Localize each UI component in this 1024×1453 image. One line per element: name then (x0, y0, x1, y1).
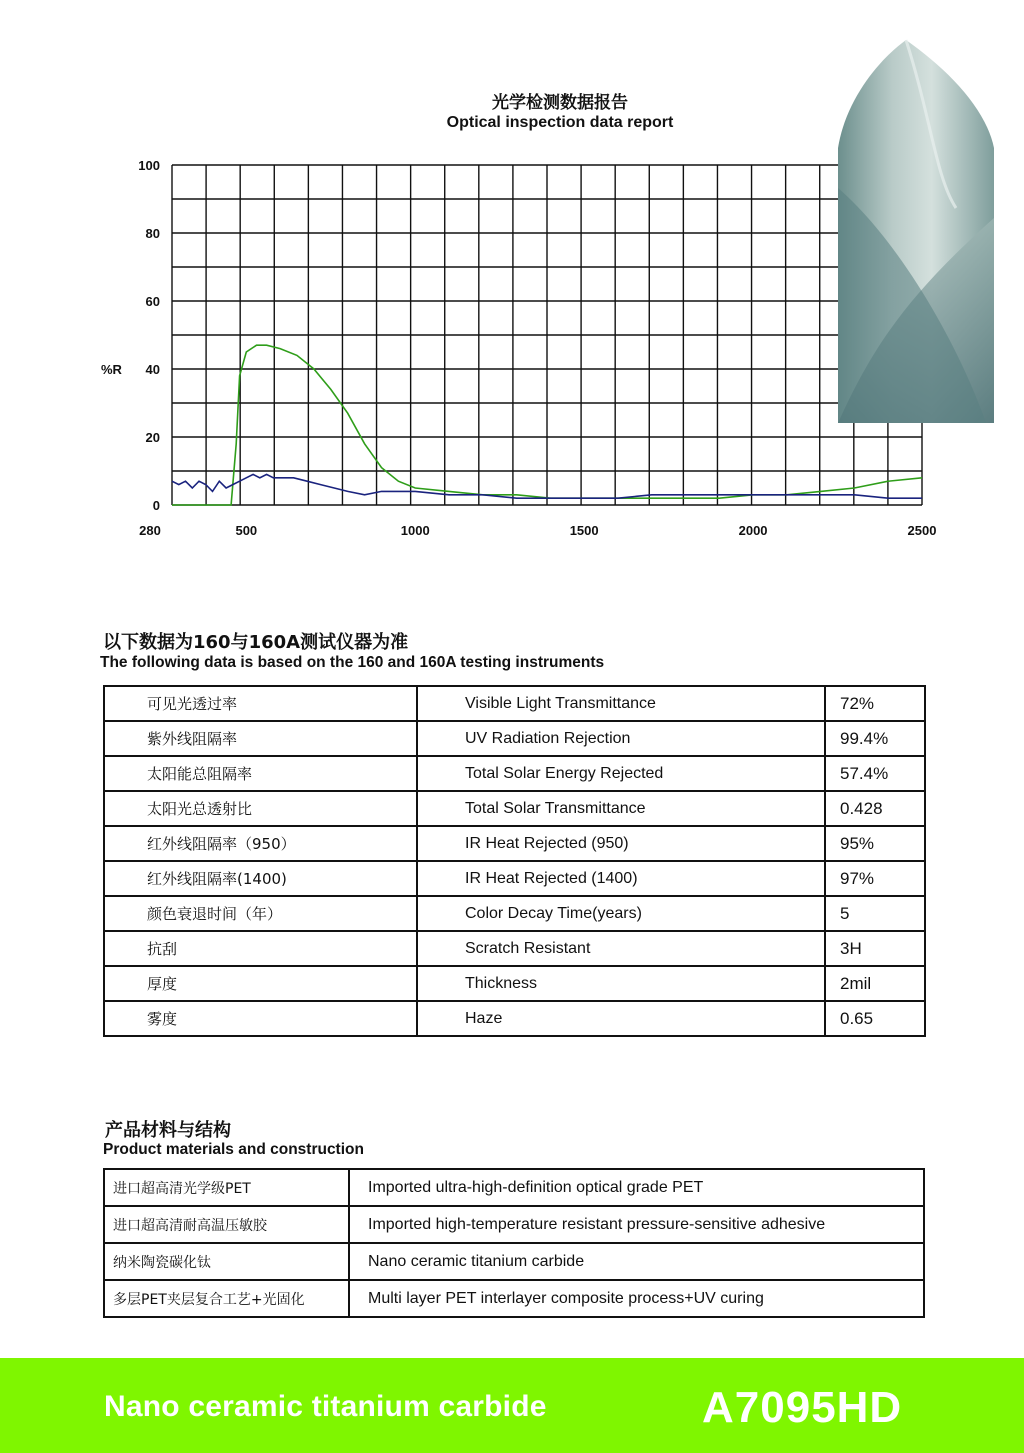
x-tick-label: 2000 (738, 523, 768, 538)
spec-value: 3H (825, 931, 925, 966)
spec-label-en: Total Solar Energy Rejected (417, 756, 825, 791)
material-label-cn: 进口超高清光学级PET (104, 1169, 349, 1206)
spec-row (104, 931, 925, 966)
spec-row (104, 966, 925, 1001)
spec-row (104, 721, 925, 756)
material-label-en: Imported high-temperature resistant pressure-sensitive adhesive (349, 1206, 924, 1243)
spec-value: 97% (825, 861, 925, 896)
chart-grid (172, 165, 922, 505)
spec-label-cn: 厚度 (104, 966, 417, 1001)
report-title-cn: 光学检测数据报告 (492, 93, 628, 113)
spec-value: 0.65 (825, 1001, 925, 1036)
spec-label-en: Visible Light Transmittance (417, 686, 825, 721)
spec-row (104, 896, 925, 931)
spec-label-cn: 太阳光总透射比 (104, 791, 417, 826)
x-tick-label: 280 (139, 523, 161, 538)
spec-label-en: Thickness (417, 966, 825, 1001)
x-tick-label: 500 (235, 523, 258, 538)
spec-label-en: Total Solar Transmittance (417, 791, 825, 826)
x-tick-label: 2500 (907, 523, 937, 538)
material-row (104, 1280, 924, 1317)
film-sample-image (836, 38, 998, 426)
spec-label-en: IR Heat Rejected (950) (417, 826, 825, 861)
spec-title-cn: 以下数据为160与160A测试仪器为准 (103, 632, 409, 653)
spec-table (103, 685, 926, 1037)
y-tick-label: 100 (138, 158, 160, 173)
spec-label-cn: 红外线阻隔率(1400) (104, 861, 417, 896)
materials-title-en: Product materials and construction (103, 1141, 364, 1158)
x-tick-label: 1500 (569, 523, 599, 538)
spec-label-en: Haze (417, 1001, 825, 1036)
y-tick-label: 60 (145, 294, 160, 309)
spec-title-en: The following data is based on the 160 and 160A testing instruments (100, 654, 605, 671)
material-label-en: Imported ultra-high-definition optical grade PET (349, 1169, 924, 1206)
report-title-en: Optical inspection data report (446, 114, 674, 131)
spec-value: 5 (825, 896, 925, 931)
materials-table (103, 1168, 925, 1318)
spec-value: 95% (825, 826, 925, 861)
spec-row (104, 686, 925, 721)
product-name: Nano ceramic titanium carbide (104, 1390, 547, 1423)
spec-label-en: IR Heat Rejected (1400) (417, 861, 825, 896)
y-tick-label: 80 (145, 226, 160, 241)
spec-label-en: Scratch Resistant (417, 931, 825, 966)
material-label-cn: 纳米陶瓷碳化钛 (104, 1243, 349, 1280)
product-model: A7095HD (702, 1383, 903, 1432)
x-tick-labels (139, 523, 936, 538)
spec-row (104, 826, 925, 861)
spec-label-cn: 红外线阻隔率（950） (104, 826, 417, 861)
y-tick-label: 40 (145, 362, 160, 377)
y-axis-label: %R (101, 362, 122, 377)
spec-label-cn: 雾度 (104, 1001, 417, 1036)
material-row (104, 1243, 924, 1280)
spec-value: 57.4% (825, 756, 925, 791)
spec-row (104, 756, 925, 791)
material-row (104, 1169, 924, 1206)
spec-row (104, 791, 925, 826)
spec-label-cn: 可见光透过率 (104, 686, 417, 721)
y-tick-labels (138, 158, 160, 513)
spec-label-cn: 太阳能总阻隔率 (104, 756, 417, 791)
spec-label-en: Color Decay Time(years) (417, 896, 825, 931)
material-row (104, 1206, 924, 1243)
spec-label-en: UV Radiation Rejection (417, 721, 825, 756)
material-label-cn: 进口超高清耐高温压敏胶 (104, 1206, 349, 1243)
spec-label-cn: 紫外线阻隔率 (104, 721, 417, 756)
spec-label-cn: 颜色衰退时间（年） (104, 896, 417, 931)
spec-value: 2mil (825, 966, 925, 1001)
x-tick-label: 1000 (400, 523, 430, 538)
reflectance-chart (0, 140, 940, 550)
spec-value: 99.4% (825, 721, 925, 756)
spec-value: 0.428 (825, 791, 925, 826)
y-tick-label: 0 (152, 498, 160, 513)
spec-label-cn: 抗刮 (104, 931, 417, 966)
materials-title-cn: 产品材料与结构 (105, 1120, 231, 1141)
y-tick-label: 20 (145, 430, 160, 445)
material-label-en: Multi layer PET interlayer composite process+UV curing (349, 1280, 924, 1317)
spec-row (104, 861, 925, 896)
material-label-en: Nano ceramic titanium carbide (349, 1243, 924, 1280)
material-label-cn: 多层PET夹层复合工艺+光固化 (104, 1280, 349, 1317)
spec-row (104, 1001, 925, 1036)
spec-value: 72% (825, 686, 925, 721)
